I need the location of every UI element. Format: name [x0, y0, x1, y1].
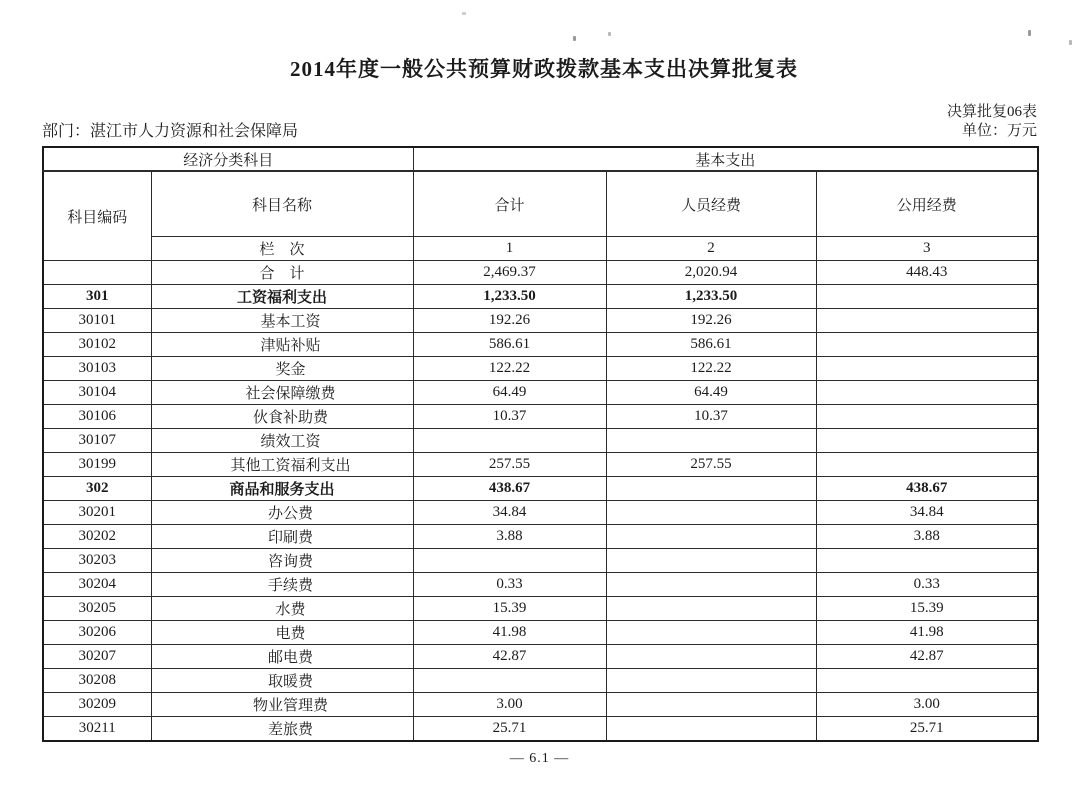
name-cell: 其他工资福利支出 — [151, 453, 413, 477]
total-cell: 64.49 — [413, 381, 606, 405]
public-cell: 41.98 — [816, 621, 1038, 645]
total-cell — [413, 429, 606, 453]
public-cell: 42.87 — [816, 645, 1038, 669]
table-row — [43, 621, 1038, 645]
personnel-cell — [606, 429, 816, 453]
public-cell — [816, 357, 1038, 381]
code-cell: 301 — [43, 285, 151, 309]
table-row — [43, 501, 1038, 525]
public-cell — [816, 429, 1038, 453]
name-cell: 奖金 — [151, 357, 413, 381]
table-row — [43, 381, 1038, 405]
personnel-cell — [606, 549, 816, 573]
total-cell: 122.22 — [413, 357, 606, 381]
total-cell: 3.00 — [413, 693, 606, 717]
right-meta — [947, 103, 1037, 141]
total-cell: 192.26 — [413, 309, 606, 333]
personnel-cell — [606, 669, 816, 693]
header-public: 公用经费 — [816, 171, 1038, 237]
personnel-cell — [606, 501, 816, 525]
scan-speck — [1069, 40, 1072, 45]
name-cell: 物业管理费 — [151, 693, 413, 717]
name-cell: 合 计 — [151, 261, 413, 285]
header-index-row — [43, 237, 1038, 261]
budget-table — [42, 146, 1039, 742]
total-cell: 15.39 — [413, 597, 606, 621]
header-group-row — [43, 147, 1038, 171]
public-cell: 3.88 — [816, 525, 1038, 549]
code-cell: 30199 — [43, 453, 151, 477]
name-cell: 咨询费 — [151, 549, 413, 573]
public-cell: 0.33 — [816, 573, 1038, 597]
public-cell — [816, 285, 1038, 309]
header-column-row — [43, 171, 1038, 237]
public-cell — [816, 405, 1038, 429]
header-index-label: 栏 次 — [151, 237, 413, 261]
total-cell: 0.33 — [413, 573, 606, 597]
scan-speck — [573, 36, 576, 41]
public-cell — [816, 549, 1038, 573]
header-col-2: 2 — [606, 237, 816, 261]
total-cell — [413, 669, 606, 693]
code-cell: 30207 — [43, 645, 151, 669]
code-cell: 30204 — [43, 573, 151, 597]
header-basic-expenditure: 基本支出 — [413, 147, 1038, 171]
name-cell: 水费 — [151, 597, 413, 621]
name-cell: 取暖费 — [151, 669, 413, 693]
table-row — [43, 717, 1038, 742]
personnel-cell: 122.22 — [606, 357, 816, 381]
code-cell: 30202 — [43, 525, 151, 549]
personnel-cell: 2,020.94 — [606, 261, 816, 285]
personnel-cell — [606, 597, 816, 621]
name-cell: 津贴补贴 — [151, 333, 413, 357]
code-cell: 30103 — [43, 357, 151, 381]
table-row — [43, 477, 1038, 501]
code-cell: 30205 — [43, 597, 151, 621]
personnel-cell — [606, 693, 816, 717]
table-row — [43, 693, 1038, 717]
public-cell: 25.71 — [816, 717, 1038, 742]
personnel-cell: 10.37 — [606, 405, 816, 429]
total-cell: 42.87 — [413, 645, 606, 669]
code-cell: 30107 — [43, 429, 151, 453]
code-cell: 30104 — [43, 381, 151, 405]
table-row — [43, 429, 1038, 453]
total-cell: 34.84 — [413, 501, 606, 525]
public-cell — [816, 669, 1038, 693]
table-body — [43, 261, 1038, 742]
total-cell: 586.61 — [413, 333, 606, 357]
personnel-cell — [606, 717, 816, 742]
code-cell: 30101 — [43, 309, 151, 333]
name-cell: 工资福利支出 — [151, 285, 413, 309]
header-subject-code: 科目编码 — [43, 171, 151, 261]
public-cell: 34.84 — [816, 501, 1038, 525]
personnel-cell: 192.26 — [606, 309, 816, 333]
header-subject-name: 科目名称 — [151, 171, 413, 237]
code-cell: 30201 — [43, 501, 151, 525]
code-cell: 30206 — [43, 621, 151, 645]
personnel-cell: 586.61 — [606, 333, 816, 357]
name-cell: 印刷费 — [151, 525, 413, 549]
scan-speck — [608, 32, 611, 36]
code-cell: 30106 — [43, 405, 151, 429]
total-cell: 2,469.37 — [413, 261, 606, 285]
meta-row — [42, 103, 1037, 141]
table-row — [43, 597, 1038, 621]
table-row — [43, 669, 1038, 693]
scan-speck — [1028, 30, 1031, 36]
code-cell: 30209 — [43, 693, 151, 717]
code-cell: 30102 — [43, 333, 151, 357]
name-cell: 电费 — [151, 621, 413, 645]
personnel-cell: 1,233.50 — [606, 285, 816, 309]
public-cell — [816, 453, 1038, 477]
public-cell: 15.39 — [816, 597, 1038, 621]
public-cell — [816, 381, 1038, 405]
table-row — [43, 645, 1038, 669]
table-row — [43, 285, 1038, 309]
name-cell: 伙食补助费 — [151, 405, 413, 429]
total-cell: 10.37 — [413, 405, 606, 429]
code-cell: 30211 — [43, 717, 151, 742]
personnel-cell: 257.55 — [606, 453, 816, 477]
total-cell: 25.71 — [413, 717, 606, 742]
table-row — [43, 357, 1038, 381]
unit-label: 单位：万元 — [961, 123, 1037, 139]
personnel-cell — [606, 645, 816, 669]
table-row — [43, 309, 1038, 333]
table-row — [43, 405, 1038, 429]
header-col-3: 3 — [816, 237, 1038, 261]
name-cell: 商品和服务支出 — [151, 477, 413, 501]
name-cell: 邮电费 — [151, 645, 413, 669]
total-cell: 438.67 — [413, 477, 606, 501]
header-col-1: 1 — [413, 237, 606, 261]
header-total: 合计 — [413, 171, 606, 237]
code-cell — [43, 261, 151, 285]
table-row — [43, 549, 1038, 573]
table-row — [43, 453, 1038, 477]
personnel-cell — [606, 621, 816, 645]
total-cell: 3.88 — [413, 525, 606, 549]
table-header — [43, 147, 1038, 261]
table-row — [43, 525, 1038, 549]
public-cell: 448.43 — [816, 261, 1038, 285]
public-cell: 3.00 — [816, 693, 1038, 717]
header-personnel: 人员经费 — [606, 171, 816, 237]
public-cell — [816, 333, 1038, 357]
table-row — [43, 333, 1038, 357]
header-economic-category: 经济分类科目 — [43, 147, 413, 171]
public-cell: 438.67 — [816, 477, 1038, 501]
code-cell: 30208 — [43, 669, 151, 693]
name-cell: 手续费 — [151, 573, 413, 597]
name-cell: 差旅费 — [151, 717, 413, 742]
department-label: 部门：湛江市人力资源和社会保障局 — [42, 123, 299, 140]
page-number: — 6.1 — — [509, 751, 570, 766]
total-cell — [413, 549, 606, 573]
table-row — [43, 261, 1038, 285]
code-cell: 302 — [43, 477, 151, 501]
page-title: 2014年度一般公共预算财政拨款基本支出决算批复表 — [290, 57, 798, 81]
code-cell: 30203 — [43, 549, 151, 573]
name-cell: 基本工资 — [151, 309, 413, 333]
name-cell: 绩效工资 — [151, 429, 413, 453]
table-row — [43, 573, 1038, 597]
public-cell — [816, 309, 1038, 333]
table-code-label: 决算批复06表 — [946, 104, 1037, 120]
name-cell: 办公费 — [151, 501, 413, 525]
scan-speck — [462, 12, 466, 15]
personnel-cell — [606, 525, 816, 549]
total-cell: 1,233.50 — [413, 285, 606, 309]
personnel-cell — [606, 573, 816, 597]
name-cell: 社会保障缴费 — [151, 381, 413, 405]
total-cell: 41.98 — [413, 621, 606, 645]
personnel-cell: 64.49 — [606, 381, 816, 405]
total-cell: 257.55 — [413, 453, 606, 477]
personnel-cell — [606, 477, 816, 501]
